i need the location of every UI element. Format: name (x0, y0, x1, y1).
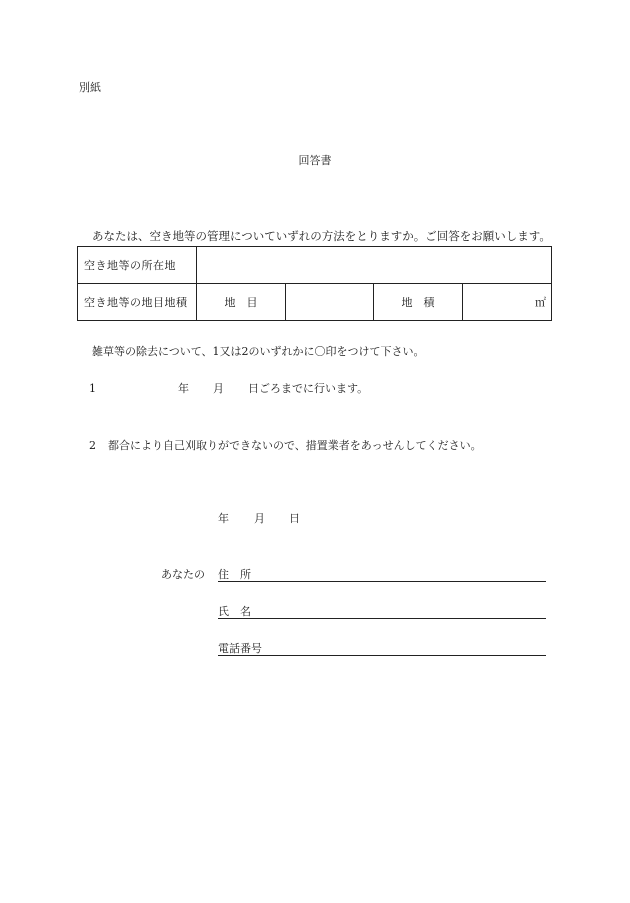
address-field[interactable] (218, 581, 546, 582)
option2-text: 都合により自己刈取りができないので、措置業者をあっせんしてください。 (108, 439, 482, 452)
category-area-label: 空き地等の地目地積 (78, 284, 197, 321)
phone-label: 電話番号 (218, 642, 262, 655)
option1-number[interactable]: 1 (89, 382, 96, 395)
info-table (77, 246, 552, 321)
document-title: 回答書 (298, 154, 332, 167)
location-value-cell[interactable] (197, 247, 552, 284)
option1-year-label: 年 (178, 382, 189, 395)
area-label: 地 積 (374, 284, 463, 321)
name-field[interactable] (218, 618, 546, 619)
location-row (78, 247, 552, 284)
area-unit: ㎡ (535, 296, 546, 309)
date-year-label: 年 (218, 512, 229, 525)
option2-number[interactable]: 2 (89, 439, 96, 452)
category-value-cell[interactable] (286, 284, 374, 321)
category-area-row (78, 284, 552, 321)
date-day-label: 日 (289, 512, 300, 525)
option1-text: 日ごろまでに行います。 (248, 382, 369, 395)
attachment-tag: 別紙 (79, 81, 101, 94)
option1-month-label: 月 (213, 382, 224, 395)
intro-text: あなたは、空き地等の管理についていずれの方法をとりますか。ご回答をお願いします。 (92, 229, 551, 243)
category-label: 地 目 (197, 284, 286, 321)
date-month-label: 月 (254, 512, 265, 525)
phone-field[interactable] (218, 655, 546, 656)
address-label: 住 所 (218, 568, 251, 581)
area-value-cell[interactable] (463, 284, 552, 321)
location-label: 空き地等の所在地 (78, 247, 197, 284)
respondent-label: あなたの (161, 568, 205, 581)
name-label: 氏 名 (218, 605, 251, 618)
instruction-text: 雑草等の除去について、1又は2のいずれかに〇印をつけて下さい。 (92, 345, 425, 358)
